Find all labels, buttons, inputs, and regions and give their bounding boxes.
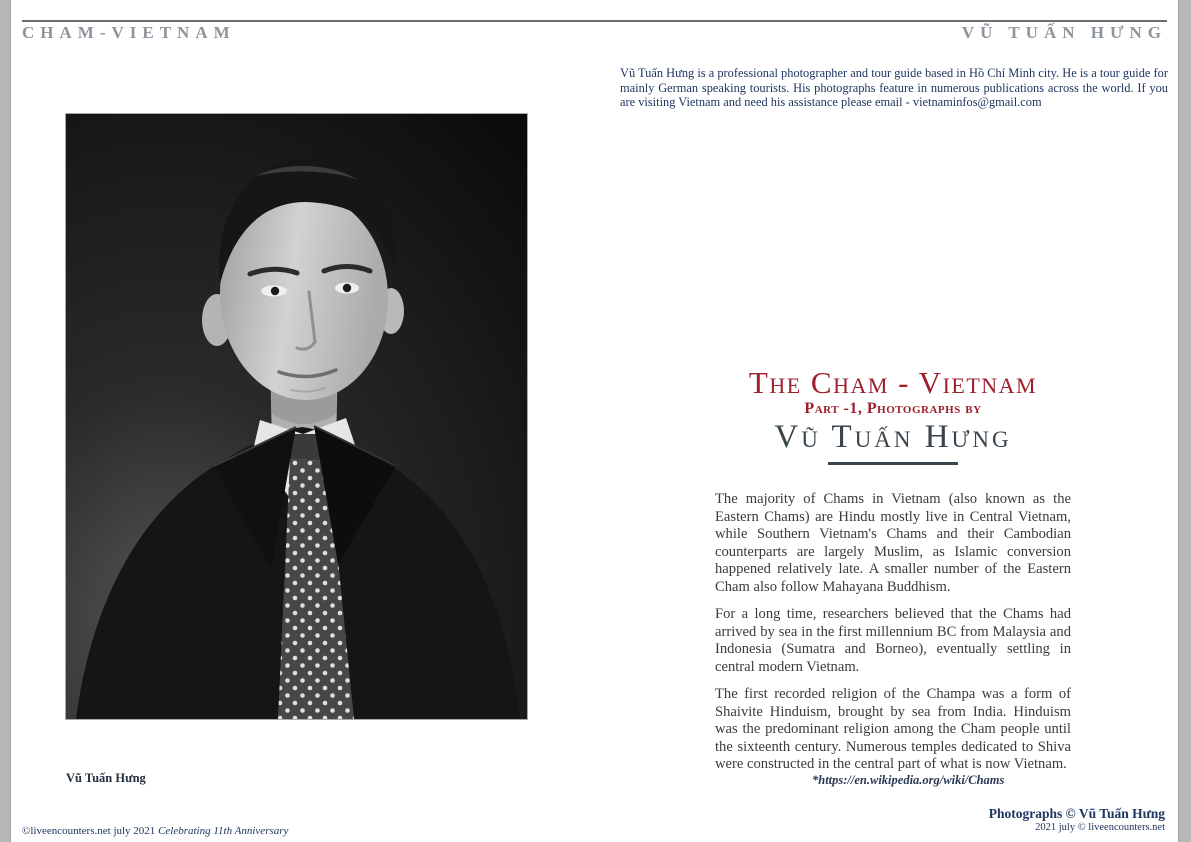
paragraph-2: For a long time, researchers believed that the Chams had arrived by sea in the first millennium BC from Malaysia and Indonesia (Sumatra and Borneo), eventually settling in central modern Vietnam. <box>715 606 1071 675</box>
running-head-right: VŨ TUẤN HƯNG <box>961 23 1167 42</box>
article-column <box>715 366 1071 784</box>
paragraph-1: The majority of Chams in Vietnam (also known as the Eastern Chams) are Hindu mostly live in Central Vietnam, while Southern Vietnam's Chams and their Cambodian counterparts are largely Muslim, as Islamic conversion happened relatively late. A smaller number of the Eastern Cham also follow Mahayana Buddhism. <box>715 491 1071 595</box>
footer-photo-credit: Photographs © Vũ Tuấn Hưng <box>988 806 1165 821</box>
running-head-left: CHAM-VIETNAM <box>22 23 236 42</box>
footer-site-credit: 2021 july © liveencounters.net <box>1035 822 1165 833</box>
portrait-photo <box>65 113 528 720</box>
title-underline <box>828 462 958 465</box>
photo-caption: Vũ Tuấn Hưng <box>66 771 146 785</box>
footer-credit <box>989 806 1165 834</box>
left-page-gutter <box>0 0 11 842</box>
footer-anniversary-text: Celebrating 11th Anniversary <box>158 825 289 837</box>
paragraph-3: The first recorded religion of the Champa was a form of Shaivite Hinduism, brought by sea from India. Hinduism was the predominant religion among the Cham people until the sixteenth century. Numerous temples dedicated to Shiva were constructed in the central part of what is now Vietnam. <box>715 686 1071 772</box>
footer-copyright <box>22 825 288 837</box>
wikipedia-reference-link[interactable]: *https://en.wikipedia.org/wiki/Chams <box>812 773 1005 787</box>
photographer-name-title: Vũ Tuấn Hưng <box>774 419 1012 455</box>
header-rule <box>22 20 1167 22</box>
footer-copyright-text: ©liveencounters.net july 2021 <box>22 825 159 837</box>
article-body <box>715 491 1071 774</box>
portrait-figure <box>65 113 528 720</box>
running-header <box>22 24 1167 41</box>
article-title: The Cham - Vietnam <box>748 365 1038 400</box>
photographer-bio: Vũ Tuấn Hưng is a professional photographer and tour guide based in Hồ Chí Minh city. He is a tour guide for mainly German speaking tourists. His photographs feature in numerous publications across the world. If you are visiting Vietnam and need his assistance please email - vietnaminfos@gmail.com <box>620 66 1168 110</box>
right-page-gutter <box>1178 0 1191 842</box>
article-subtitle: Part -1, Photographs by <box>804 400 982 417</box>
